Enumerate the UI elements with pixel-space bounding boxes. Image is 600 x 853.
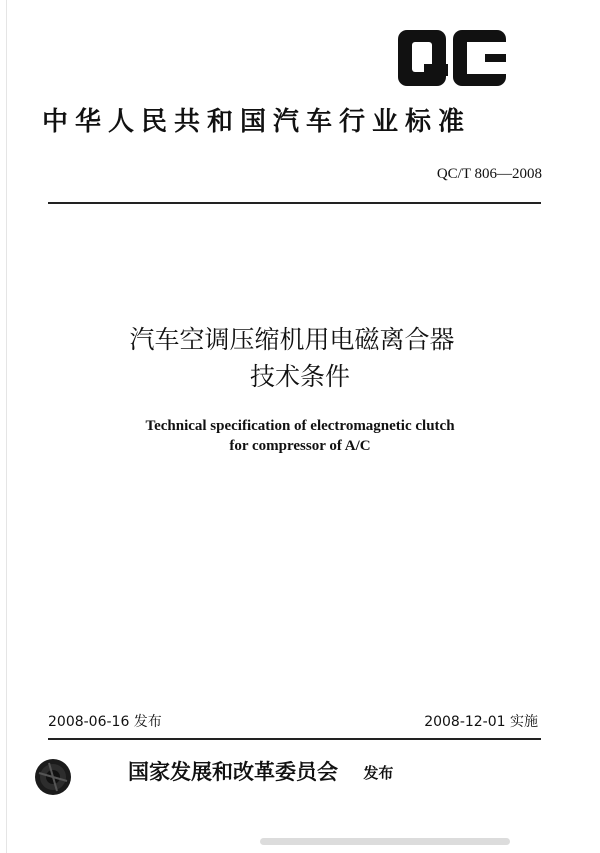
bottom-divider: [48, 738, 541, 740]
top-divider: [48, 202, 541, 204]
issue-date: 2008-06-16 发布: [48, 714, 162, 730]
scan-stain: [260, 838, 510, 845]
seal-icon: [34, 758, 72, 796]
title-chinese-line-1: 汽车空调压缩机用电磁离合器: [129, 325, 455, 354]
effective-date: 2008-12-01 实施: [424, 714, 538, 730]
title-chinese-line-2: 技术条件: [249, 362, 350, 391]
issuer-verb: 发布: [363, 764, 394, 782]
standard-code: QC/T 806—2008: [436, 166, 542, 182]
title-english-line-2: for compressor of A/C: [229, 438, 371, 454]
org-title: 中华人民共和国汽车行业标准: [42, 107, 472, 137]
issuer-name: 国家发展和改革委员会: [128, 760, 338, 784]
title-english-line-1: Technical specification of electromagnetic clutch: [145, 418, 455, 434]
issuer-block: [128, 758, 393, 787]
qc-logo-icon: [396, 28, 508, 88]
